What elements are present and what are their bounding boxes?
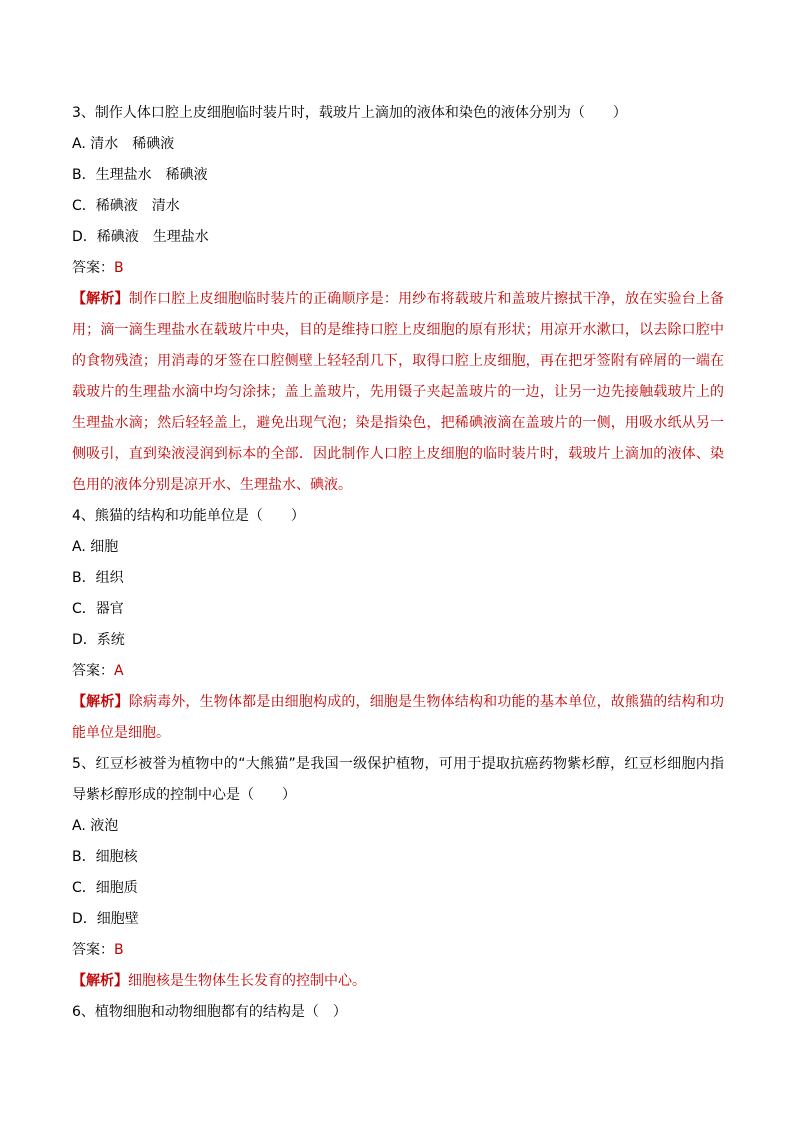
option-c: C．稀碘液 清水 [72,198,180,214]
answer-line [72,656,724,687]
option-d: D．系统 [72,632,125,648]
analysis-text: 除病毒外，生物体都是由细胞构成的，细胞是生物体结构和功能的基本单位，故熊猫的结构和功能单位是细胞。 [72,694,725,741]
answer-label: 答案： [72,663,114,679]
answer-line [72,253,724,284]
option-b: B．生理盐水 稀碘液 [72,167,208,183]
option-d: D．稀碘液 生理盐水 [72,229,209,245]
analysis-tag: 【解析】 [72,291,129,307]
answer-value: A [114,663,124,679]
option-a: A. 清水 稀碘液 [72,136,175,152]
question-stem: 4、熊猫的结构和功能单位是（ ） [72,508,305,524]
option-a: A. 细胞 [72,539,119,555]
analysis-block [72,284,724,501]
analysis-block [72,966,724,997]
option-c: C．细胞质 [72,880,138,896]
question-stem: 6、植物细胞和动物细胞都有的结构是（ ） [72,1004,347,1020]
analysis-tag: 【解析】 [72,694,129,710]
option-a: A. 液泡 [72,818,119,834]
answer-value: B [114,942,124,958]
answer-value: B [114,260,124,276]
option-d: D．细胞壁 [72,911,139,927]
answer-label: 答案： [72,260,114,276]
analysis-text: 细胞核是生物体生长发育的控制中心。 [128,973,366,989]
document-page [72,98,724,1028]
question-stem: 5、红豆杉被誉为植物中的“大熊猫”是我国一级保护植物，可用于提取抗癌药物紫杉醇，红豆杉细胞内指导紫杉醇形成的控制中心是（ ） [72,756,724,803]
option-b: B．细胞核 [72,849,138,865]
option-c: C．器官 [72,601,124,617]
option-b: B．组织 [72,570,124,586]
analysis-text: 制作口腔上皮细胞临时装片的正确顺序是：用纱布将载玻片和盖玻片擦拭干净，放在实验台上备用；滴一滴生理盐水在载玻片中央，目的是维持口腔上皮细胞的原有形状；用凉开水漱口，以去除口腔中的食物残渣；用消毒的牙签在口腔侧壁上轻轻刮几下，取得口腔上皮细胞，再在把牙签附有碎屑的一端在载玻片的生理盐水滴中均匀涂抹；盖上盖玻片，先用镊子夹起盖玻片的一边，让另一边先接触载玻片上的生理盐水滴；然后轻轻盖上，避免出现气泡；染是指染色，把稀碘液滴在盖玻片的一侧，用吸水纸从另一侧吸引，直到染液浸润到标本的全部．因此制作人口腔上皮细胞的临时装片时，载玻片上滴加的液体、染色用的液体分别是凉开水、生理盐水、碘液。 [72,291,725,493]
analysis-tag: 【解析】 [72,973,128,989]
analysis-block [72,687,724,749]
answer-label: 答案： [72,942,114,958]
question-stem: 3、制作人体口腔上皮细胞临时装片时，载玻片上滴加的液体和染色的液体分别为（ ） [72,105,627,121]
answer-line [72,935,724,966]
